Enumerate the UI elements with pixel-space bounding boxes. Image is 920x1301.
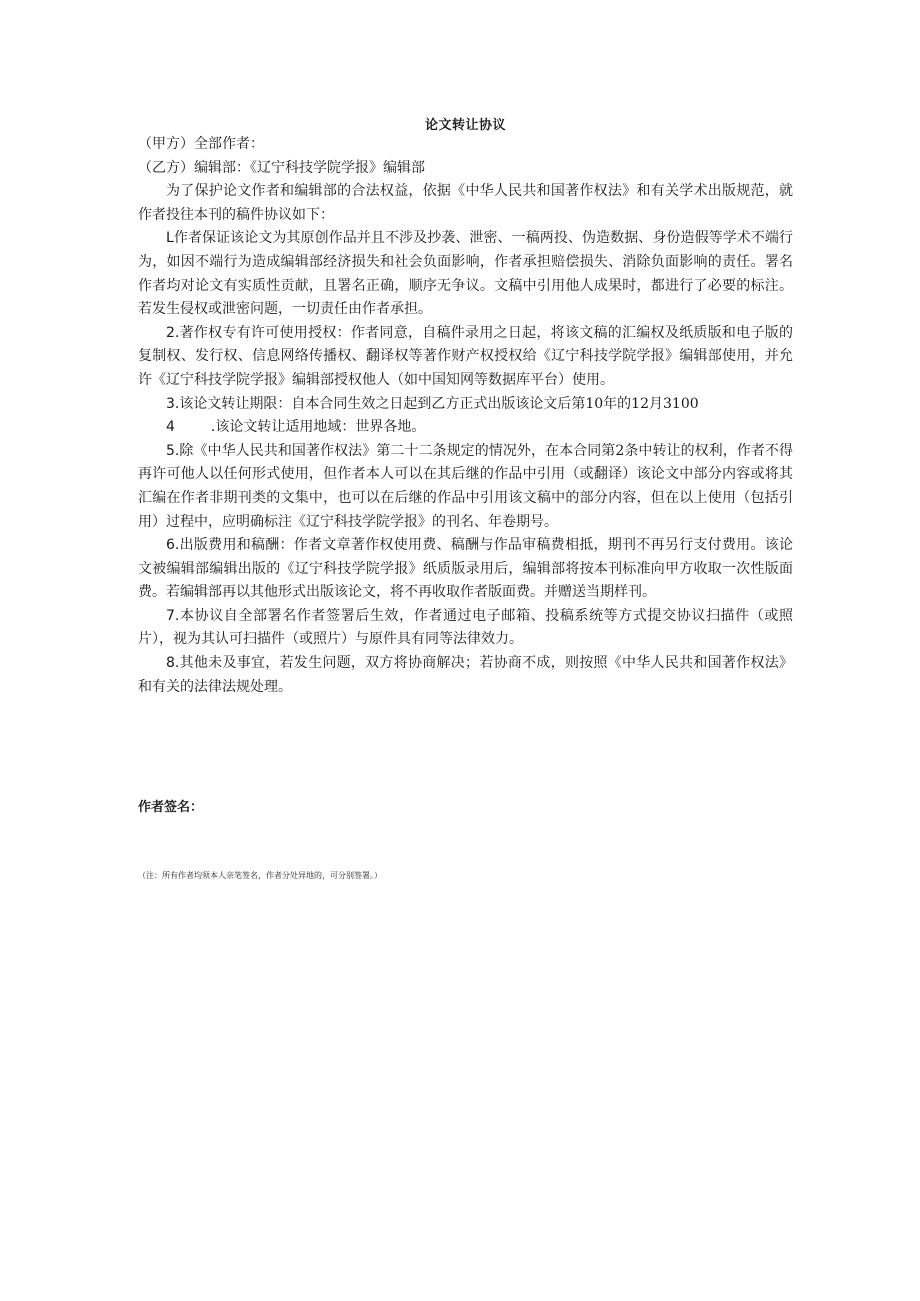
clause-4 bbox=[138, 416, 793, 440]
clause-number: 7 bbox=[166, 607, 175, 624]
clause-8 bbox=[138, 652, 793, 699]
clause-6 bbox=[138, 534, 793, 605]
clause-7 bbox=[138, 605, 793, 652]
clause-1 bbox=[138, 227, 793, 321]
clause-number: 3 bbox=[166, 395, 175, 412]
clause-number: 8 bbox=[166, 655, 175, 672]
party-a-line: （甲方）全部作者： bbox=[138, 136, 264, 152]
clause-number: 5 bbox=[166, 442, 175, 459]
clause-text: .本协议自全部署名作者签署后生效，作者通过电子邮箱、投稿系统等方式提交协议扫描件（或照片），视为其认可扫描件（或照片）与原件具有同等法律效力。 bbox=[138, 607, 793, 648]
agreement-body bbox=[138, 133, 793, 699]
clause-text: .出版费用和稿酬：作者文章著作权使用费、稿酬与作品审稿费相抵，期刊不再另行支付费用。该论文被编辑部编辑出版的《辽宁科技学院学报》纸质版录用后，编辑部将按本刊标准向甲方收取一次性版面费。若编辑部再以其他形式出版该论文，将不再收取作者版面费。并赠送当期样刊。 bbox=[138, 537, 793, 601]
clause-text: .著作权专有许可使用授权：作者同意，自稿件录用之日起，将该文稿的汇编权及纸质版和电子版的复制权、发行权、信息网络传播权、翻译权等著作财产权授权给《辽宁科技学院学报》编辑部使用，并允许《辽宁科技学院学报》编辑部授权他人（如中国知网等数据库平台）使用。 bbox=[138, 324, 793, 388]
clause-text: .该论文转让适用地域：世界各地。 bbox=[210, 419, 426, 436]
author-signature-label: 作者签名： bbox=[138, 800, 204, 815]
footnote: （注：所有作者均须本人亲笔签名，作者分处异地的，可分别签署。） bbox=[138, 871, 382, 880]
clause-number: 2 bbox=[166, 324, 175, 341]
clause-5 bbox=[138, 440, 793, 534]
clause-number: L bbox=[166, 230, 174, 247]
document-title: 论文转让协议 bbox=[424, 118, 506, 133]
clause-text: .其他未及事宜，若发生问题，双方将协商解决；若协商不成，则按照《中华人民共和国著作权法》和有关的法律法规处理。 bbox=[138, 655, 793, 695]
clause-2 bbox=[138, 322, 793, 393]
intro-paragraph: 为了保护论文作者和编辑部的合法权益，依据《中华人民共和国著作权法》和有关学术出版规范，就作者投往本刊的稿件协议如下： bbox=[138, 183, 793, 223]
document-page bbox=[138, 0, 793, 1301]
clause-text: .该论文转让期限：自本合同生效之日起到乙方正式出版该论文后第10年的12月3100 bbox=[174, 395, 699, 412]
clause-number: 4 bbox=[166, 419, 175, 436]
clause-text: 作者保证该论文为其原创作品并且不涉及抄袭、泄密、一稿两投、伪造数据、身份造假等学术不端行为，如因不端行为造成编辑部经济损失和社会负面影响，作者承担赔偿损失、消除负面影响的责任。署名作者均对论文有实质性贡献，且署名正确，顺序无争议。文稿中引用他人成果时，都进行了必要的标注。若发生侵权或泄密问题，一切责任由作者承担。 bbox=[138, 230, 793, 318]
party-b-line: （乙方）编辑部：《辽宁科技学院学报》编辑部 bbox=[138, 159, 425, 176]
clause-text: .除《中华人民共和国著作权法》第二十二条规定的情况外，在本合同第2条中转让的权利，作者不得再许可他人以任何形式使用，但作者本人可以在其后继的作品中引用（或翻译）该论文中部分内容或将其汇编在作者非期刊类的文集中，也可以在后继的作品中引用该文稿中的部分内容，但在以上使用（包括引用）过程中，应明确标注《辽宁科技学院学报》的刊名、年卷期号。 bbox=[138, 442, 793, 530]
clause-3 bbox=[138, 393, 793, 417]
clause-number: 6 bbox=[166, 537, 175, 554]
